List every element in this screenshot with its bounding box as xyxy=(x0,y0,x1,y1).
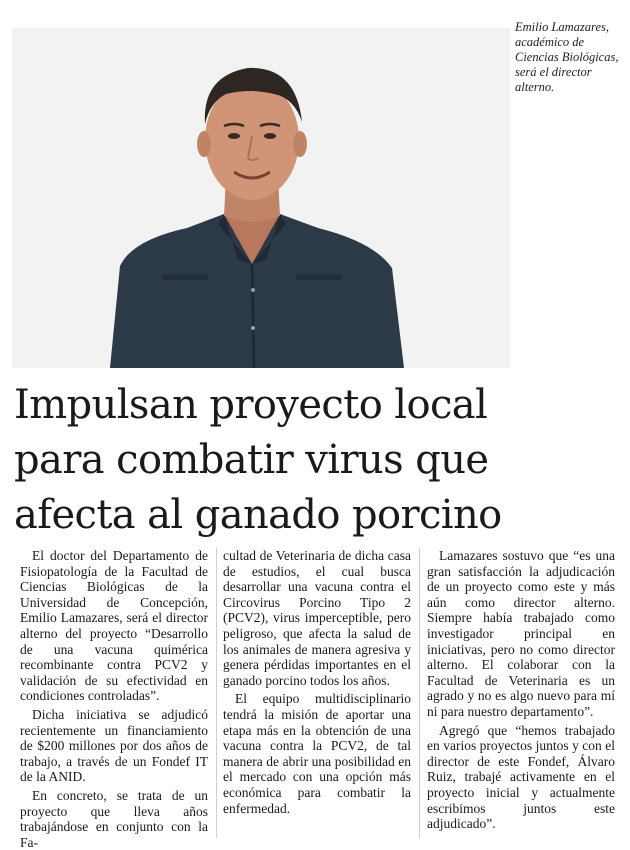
photo-caption: Emilio Lamazares, académico de Ciencias Biológicas, será el director alterno. xyxy=(515,20,619,94)
paragraph: Lamazares sostuvo que “es una gran satisfacción la adjudicación de un proyecto como este y más aún como director alterno. Siempre había trabajado como investigador principal en iniciativas, pero no como director alterno. El colaborar con la Facultad de Veterinaria es un agrado y no es algo nuevo para mí ni para nuestro departamento”. xyxy=(427,548,615,719)
article-column-1 xyxy=(20,548,208,850)
column-divider xyxy=(419,548,420,838)
headline-line: afecta al ganado porcino xyxy=(14,492,502,538)
paragraph: En concreto, se trata de un proyecto que lleva años trabajándose en conjunto con la Fa- xyxy=(20,787,208,850)
paragraph: Agregó que “hemos trabajado en varios proyectos juntos y con el director de este Fondef, Álvaro Ruiz, trabajé activamente en el proyecto inicial y actualmente escribimos juntos este adjudicado”. xyxy=(427,722,615,832)
portrait-illustration xyxy=(12,28,510,368)
article-column-3 xyxy=(427,548,615,832)
paragraph: Dicha iniciativa se adjudicó recientemente un financiamiento de $200 millones por dos años de trabajo, a través de un Fondef IT de la ANID. xyxy=(20,706,208,785)
paragraph: El doctor del Departamento de Fisiopatología de la Facultad de Ciencias Biológicas de la Universidad de Concepción, Emilio Lamazares, será el director alterno del proyecto “Desarrollo de una vacuna quimérica recombinante contra PCV2 y validación de su efectividad en condiciones controladas”. xyxy=(20,548,208,704)
headline xyxy=(14,378,618,543)
paragraph: cultad de Veterinaria de dicha casa de estudios, el cual busca desarrollar una vacuna contra el Circovirus Porcino Tipo 2 (PCV2), virus imperceptible, pero peligroso, que afecta la salud de los animales de manera agresiva y genera pérdidas importantes en el ganado porcino todos los años. xyxy=(223,548,411,688)
portrait-photo xyxy=(12,28,510,368)
paragraph: El equipo multidisciplinario tendrá la misión de aportar una etapa más en la obtención de una vacuna contra la PCV2, de tal manera de abrir una posibilidad en el mercado con una opción más económica para combatir la enfermedad. xyxy=(223,691,411,816)
article-body xyxy=(20,548,620,850)
article-column-2 xyxy=(223,548,411,816)
headline-line: para combatir virus que xyxy=(14,437,489,483)
headline-line: Impulsan proyecto local xyxy=(14,382,488,428)
column-divider xyxy=(216,548,217,838)
